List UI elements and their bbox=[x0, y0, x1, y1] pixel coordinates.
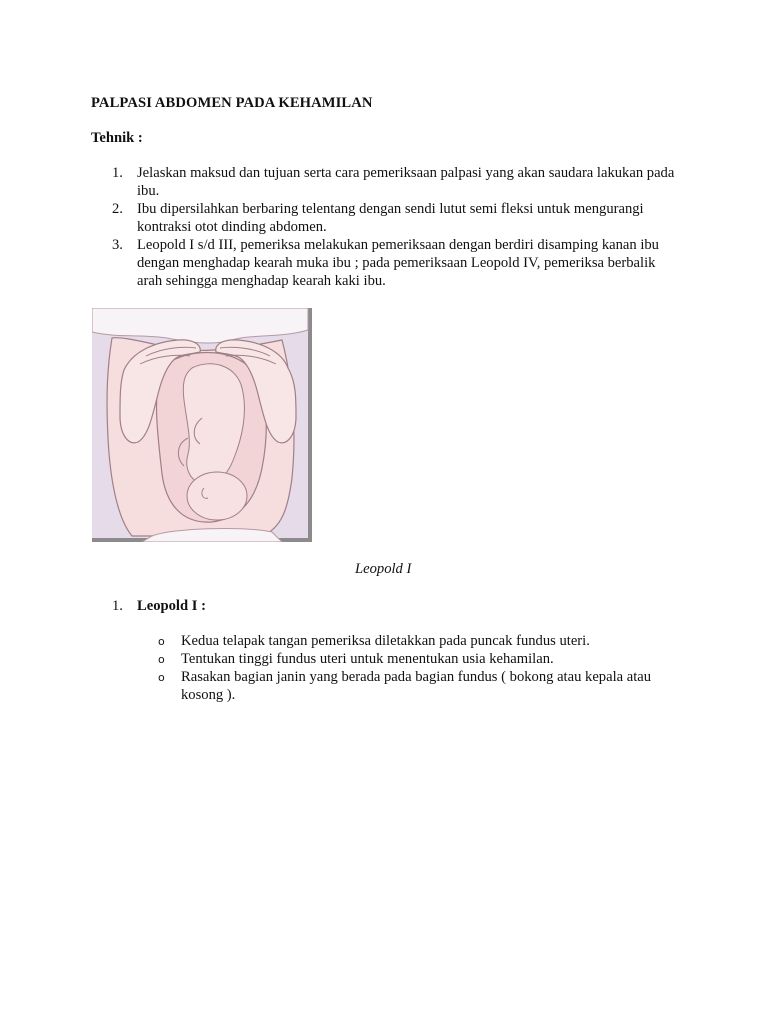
leopold-illustration bbox=[92, 308, 312, 542]
figure-caption: Leopold I bbox=[355, 561, 412, 577]
list-item-text: Jelaskan maksud dan tujuan serta cara pemeriksaan palpasi yang akan saudara lakukan pada ibu. bbox=[137, 165, 675, 199]
list-number: 1. bbox=[112, 598, 123, 614]
list-item bbox=[91, 200, 681, 236]
list-item-text: Kedua telapak tangan pemeriksa diletakkan pada puncak fundus uteri. bbox=[181, 633, 590, 649]
list-item-text: Ibu dipersilahkan berbaring telentang dengan sendi lutut semi fleksi untuk mengurangi kontraksi otot dinding abdomen. bbox=[137, 201, 644, 235]
leopold-bullet-list bbox=[91, 632, 681, 704]
section-heading-tehnik: Tehnik : bbox=[91, 130, 143, 146]
list-item bbox=[91, 650, 681, 668]
list-item bbox=[91, 632, 681, 650]
leopold-heading-label: Leopold I : bbox=[137, 598, 206, 614]
bullet-circle-icon: o bbox=[158, 653, 165, 666]
list-item-text: Tentukan tinggi fundus uteri untuk menentukan usia kehamilan. bbox=[181, 651, 554, 667]
list-item-text: Rasakan bagian janin yang berada pada bagian fundus ( bokong atau kepala atau kosong ). bbox=[181, 669, 652, 703]
bullet-circle-icon: o bbox=[158, 671, 165, 684]
list-number: 1. bbox=[112, 165, 123, 181]
bullet-circle-icon: o bbox=[158, 635, 165, 648]
list-item bbox=[91, 236, 681, 290]
leopold-illustration-drawing bbox=[92, 308, 312, 542]
list-number: 3. bbox=[112, 237, 123, 253]
list-number: 2. bbox=[112, 201, 123, 217]
list-item-text: Leopold I s/d III, pemeriksa melakukan pemeriksaan dengan berdiri disamping kanan ibu dengan menghadap kearah muka ibu ; pada pemeriksaan Leopold IV, pemeriksa berbalik arah sehingga menghadap kearah kaki ibu. bbox=[137, 237, 659, 289]
steps-list bbox=[91, 164, 681, 290]
list-item bbox=[91, 668, 681, 704]
list-item bbox=[91, 164, 681, 200]
document-title: PALPASI ABDOMEN PADA KEHAMILAN bbox=[91, 95, 373, 111]
